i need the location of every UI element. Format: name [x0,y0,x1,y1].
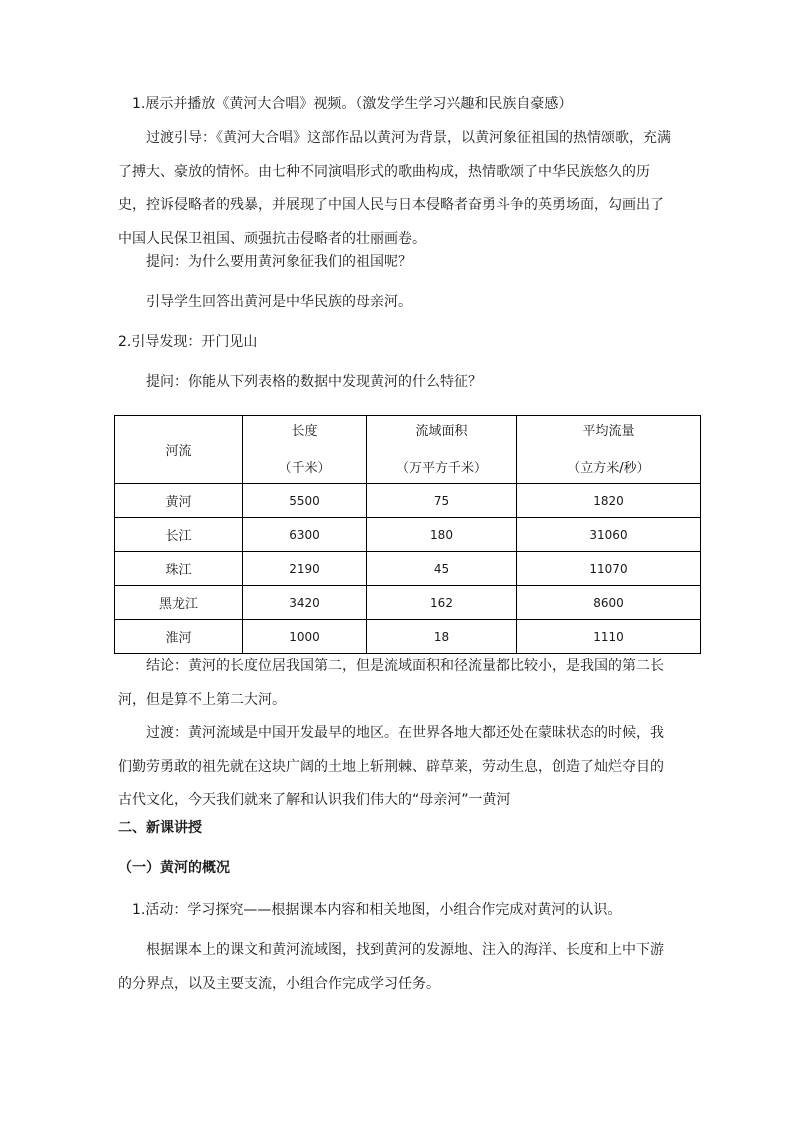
list-item-1: 1.展示并播放《黄河大合唱》视频。（激发学生学习兴趣和民族自豪感） [132,96,573,112]
table-row [115,552,701,586]
table-header-row [115,416,701,484]
cell-length: 5500 [243,484,367,518]
cell-river-name: 黄河 [115,484,243,518]
cell-area: 75 [367,484,517,518]
section-heading-new-lesson: 二、新课讲授 [118,820,202,836]
question-1: 提问：为什么要用黄河象征我们的祖国呢？ [146,254,412,270]
table-row [115,484,701,518]
cell-length: 6300 [243,518,367,552]
header-cell-flow: 平均流量 （立方米/秒） [517,416,701,484]
transition-paragraph-2: 过渡：黄河流域是中国开发最早的地区。在世界各地大都还处在蒙昧状态的时候，我们勤劳勇敢的祖先就在这块广阔的土地上斩荆棘、辟草莱，劳动生息，创造了灿烂夺目的古代文化，今天我们就来了解和认识我们伟大的“母亲河”一黄河 [118,725,664,808]
cell-flow: 11070 [517,552,701,586]
cell-river-name: 珠江 [115,552,243,586]
cell-length: 3420 [243,586,367,620]
cell-area: 18 [367,620,517,654]
conclusion-paragraph: 结论：黄河的长度位居我国第二，但是流域面积和径流量都比较小，是我国的第二长河，但是算不上第二大河。 [118,658,664,708]
cell-area: 162 [367,586,517,620]
subsection-heading-overview: （一）黄河的概况 [118,860,230,876]
header-cell-river: 河流 [115,416,243,484]
cell-length: 2190 [243,552,367,586]
cell-river-name: 长江 [115,518,243,552]
activity-description: 根据课本上的课文和黄河流域图，找到黄河的发源地、注入的海洋、长度和上中下游的分界点，以及主要支流，小组合作完成学习任务。 [118,942,664,992]
river-data-table [114,415,701,654]
cell-flow: 1110 [517,620,701,654]
list-item-2: 2.引导发现：开门见山 [118,334,258,350]
question-2: 提问：你能从下列表格的数据中发现黄河的什么特征？ [146,374,482,390]
cell-flow: 8600 [517,586,701,620]
activity-item-1: 1.活动：学习探究——根据课本内容和相关地图，小组合作完成对黄河的认识。 [132,902,622,918]
cell-length: 1000 [243,620,367,654]
table-row [115,518,701,552]
header-cell-area: 流域面积 （万平方千米） [367,416,517,484]
cell-area: 45 [367,552,517,586]
table-row [115,586,701,620]
cell-flow: 31060 [517,518,701,552]
header-cell-length: 长度 （千米） [243,416,367,484]
cell-flow: 1820 [517,484,701,518]
table-row [115,620,701,654]
cell-river-name: 淮河 [115,620,243,654]
cell-river-name: 黑龙江 [115,586,243,620]
guide-paragraph: 引导学生回答出黄河是中华民族的母亲河。 [146,294,412,310]
transition-paragraph-1: 过渡引导：《黄河大合唱》这部作品以黄河为背景，以黄河象征祖国的热情颂歌，充满了搏大、豪放的情怀。由七种不同演唱形式的歌曲构成，热情歌颂了中华民族悠久的历史，控诉侵略者的残暴，并展现了中国人民与日本侵略者奋勇斗争的英勇场面，勾画出了中国人民保卫祖国、顽强抗击侵略者的壮丽画卷。 [118,130,671,247]
cell-area: 180 [367,518,517,552]
